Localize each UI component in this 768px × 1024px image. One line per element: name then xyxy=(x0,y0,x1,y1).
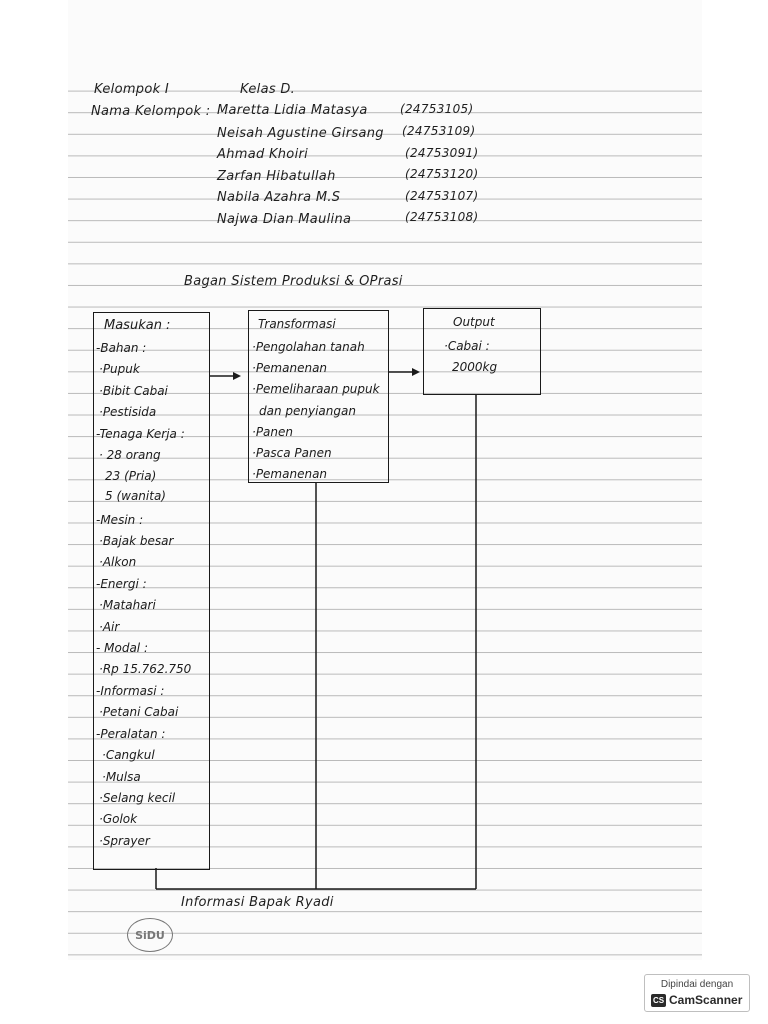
camscanner-badge xyxy=(644,974,750,1012)
transform-item: ·Panen xyxy=(252,425,293,439)
input-item: ·Mulsa xyxy=(102,770,141,784)
input-item: -Mesin : xyxy=(96,513,144,527)
input-item: ·Sprayer xyxy=(99,834,150,848)
class-label: Kelas D. xyxy=(240,82,296,97)
member-name: Neisah Agustine Girsang xyxy=(217,126,384,141)
member-name: Zarfan Hibatullah xyxy=(217,169,336,184)
transform-item: ·Pemeliharaan pupuk xyxy=(252,382,380,396)
member-nim: (24753108) xyxy=(405,210,479,224)
transform-item: ·Pasca Panen xyxy=(252,446,332,460)
member-nim: (24753091) xyxy=(405,146,479,160)
scanner-caption: Dipindai dengan xyxy=(660,979,734,990)
transform-item: ·Pemanenan xyxy=(252,467,328,481)
input-item: ·Golok xyxy=(99,812,138,826)
input-item: ·Matahari xyxy=(99,598,156,612)
transform-item: dan penyiangan xyxy=(259,404,356,418)
output-heading: Output xyxy=(453,315,495,329)
input-item: · 28 orang xyxy=(99,448,161,462)
member-name: Najwa Dian Maulina xyxy=(217,212,352,227)
member-nim: (24753107) xyxy=(405,189,479,203)
input-heading: Masukan : xyxy=(104,318,171,333)
scanner-brand: CamScanner xyxy=(669,993,743,1007)
member-nim: (24753120) xyxy=(405,167,479,181)
input-item: -Tenaga Kerja : xyxy=(96,427,185,441)
input-item: 23 (Pria) xyxy=(105,469,157,483)
input-item: ·Bibit Cabai xyxy=(99,384,168,398)
input-item: 5 (wanita) xyxy=(105,489,166,503)
camscanner-logo-icon: CS xyxy=(652,996,665,1005)
transform-item: ·Pengolahan tanah xyxy=(252,340,365,354)
input-item: ·Air xyxy=(99,620,120,634)
transform-item: ·Pemanenan xyxy=(252,361,328,375)
group-names-label: Nama Kelompok : xyxy=(91,104,211,119)
arrowhead-icon xyxy=(412,368,420,376)
input-item: -Informasi : xyxy=(96,684,165,698)
diagram-title: Bagan Sistem Produksi & OPrasi xyxy=(184,274,403,289)
input-item: ·Cangkul xyxy=(102,748,155,762)
member-name: Ahmad Khoiri xyxy=(217,147,309,162)
output-item: ·Cabai : xyxy=(444,339,490,353)
member-nim: (24753109) xyxy=(402,124,476,138)
input-item: ·Selang kecil xyxy=(99,791,176,805)
output-item: 2000kg xyxy=(452,360,498,374)
transform-heading: Transformasi xyxy=(258,317,336,331)
input-item: ·Petani Cabai xyxy=(99,705,179,719)
input-item: - Modal : xyxy=(96,641,149,655)
paper-logo-stamp: SiDU xyxy=(127,918,173,952)
member-nim: (24753105) xyxy=(400,102,474,116)
input-item: ·Pupuk xyxy=(99,362,140,376)
input-item: -Bahan : xyxy=(96,341,147,355)
group-label: Kelompok I xyxy=(94,82,169,97)
arrowhead-icon xyxy=(233,372,241,380)
input-item: -Peralatan : xyxy=(96,727,166,741)
feedback-label: Informasi Bapak Ryadi xyxy=(181,895,334,910)
input-item: ·Pestisida xyxy=(99,405,157,419)
member-name: Nabila Azahra M.S xyxy=(217,190,341,205)
input-item: -Energi : xyxy=(96,577,147,591)
input-item: ·Alkon xyxy=(99,555,137,569)
input-item: ·Rp 15.762.750 xyxy=(99,662,192,676)
input-item: ·Bajak besar xyxy=(99,534,174,548)
member-name: Maretta Lidia Matasya xyxy=(217,103,368,118)
